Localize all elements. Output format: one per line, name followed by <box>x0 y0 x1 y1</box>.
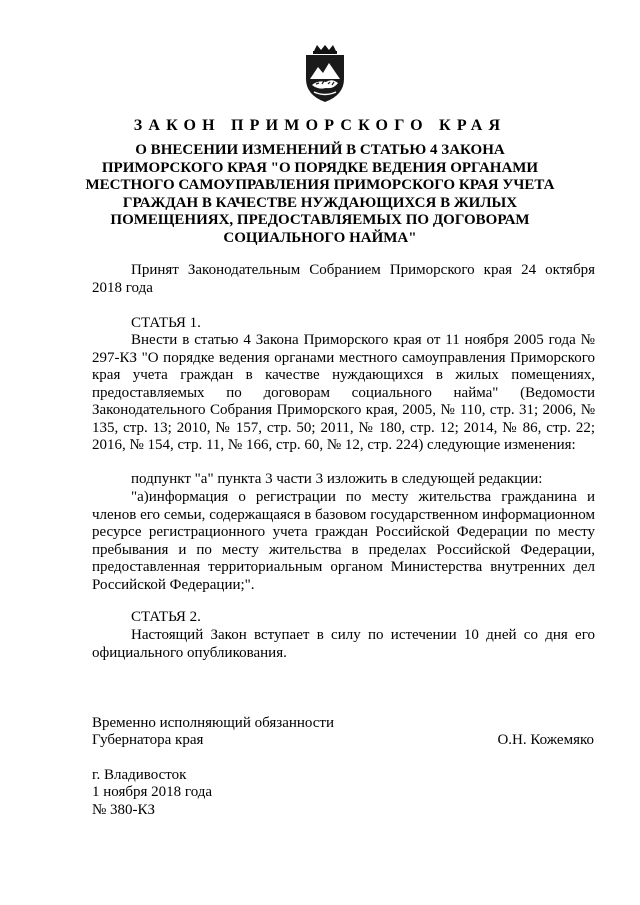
adoption-statement: Принят Законодательным Собранием Приморского края 24 октября 2018 года <box>92 262 595 296</box>
signing-date: 1 ноября 2018 года <box>92 784 213 800</box>
article-2-text: Настоящий Закон вступает в силу по истечении 10 дней со дня его официального опубликования. <box>92 627 595 661</box>
article-1-heading: СТАТЬЯ 1. <box>131 315 201 331</box>
place-of-signing: г. Владивосток <box>92 767 187 783</box>
signatory-position-line2: Губернатора края <box>92 732 204 748</box>
law-number: № 380-КЗ <box>92 802 156 818</box>
law-title: ЗАКОН ПРИМОРСКОГО КРАЯ <box>133 117 507 134</box>
signatory-name: О.Н. Кожемяко <box>497 732 594 748</box>
law-subtitle: О ВНЕСЕНИИ ИЗМЕНЕНИЙ В СТАТЬЮ 4 ЗАКОНА ПРИМОРСКОГО КРАЯ "О ПОРЯДКЕ ВЕДЕНИЯ ОРГАНАМИ МЕСТНОГО САМОУПРАВЛЕНИЯ ПРИМОРСКОГО КРАЯ УЧЕТА ГРАЖДАН В КАЧЕСТВЕ НУЖДАЮЩИХСЯ В ЖИЛЫХ ПОМЕЩЕНИЯХ, ПРЕДОСТАВЛЯЕМЫХ ПО ДОГОВОРАМ СОЦИАЛЬНОГО НАЙМА" <box>85 142 555 246</box>
article-1-quote: "а)информация о регистрации по месту жительства гражданина и членов его семьи, содержащаяся в базовом государственном информационном ресурсе регистрационного учета граждан Российской Федерации по месту пребывания и по месту жительства в пределах Российской Федерации, предоставленная территориальным органом Министерства внутренних дел Российской Федерации;". <box>92 489 595 593</box>
article-1-subpoint: подпункт "а" пункта 3 части 3 изложить в следующей редакции: <box>131 471 543 487</box>
coat-of-arms-icon <box>296 45 354 103</box>
article-1-text: Внести в статью 4 Закона Приморского края от 11 ноября 2005 года № 297-КЗ "О порядке ведения органами местного самоуправления Приморского края учета граждан в качестве нуждающихся в жилых помещениях, предоставляемых по договорам социального найма" (Ведомости Законодательного Собрания Приморского края, 2005, № 110, стр. 31; 2006, № 135, стр. 13; 2010, № 157, стр. 50; 2011, № 180, стр. 12; 2014, № 86, стр. 22; 2016, № 154, стр. 11, № 166, стр. 60, № 12, стр. 224) следующие изменения: <box>92 332 595 453</box>
article-2-heading: СТАТЬЯ 2. <box>131 609 201 625</box>
signatory-position-line1: Временно исполняющий обязанности <box>92 715 335 731</box>
